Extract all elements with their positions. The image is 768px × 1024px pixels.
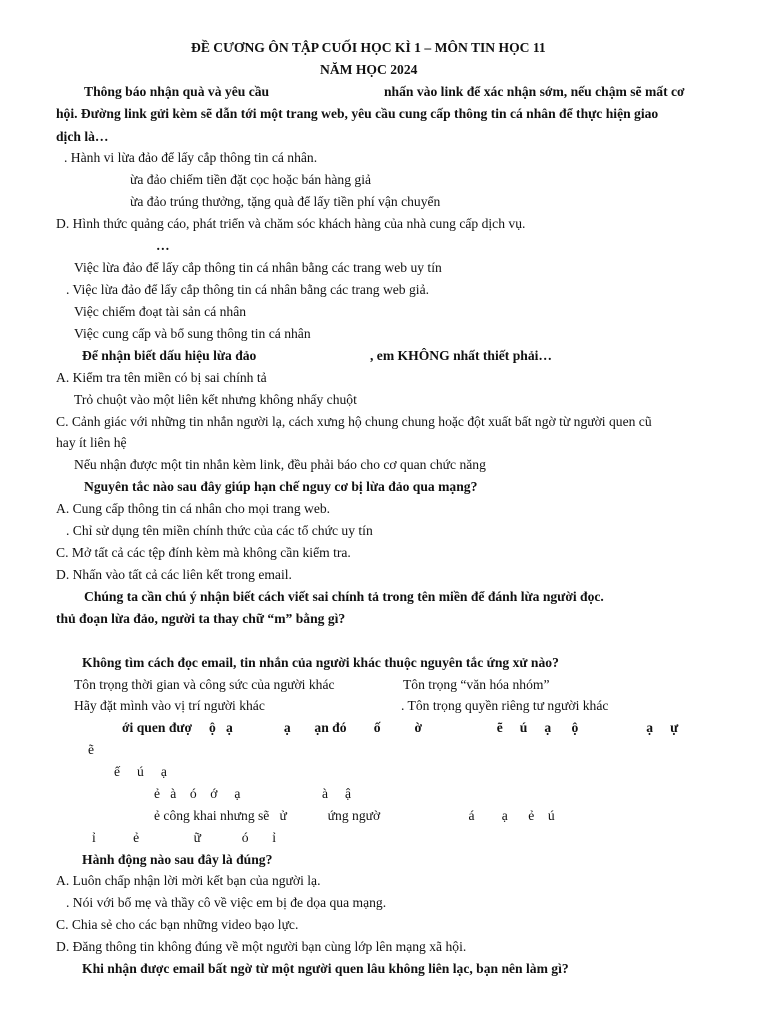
school-year-title: NĂM HỌC 2024 — [320, 62, 418, 77]
question-3-option-b: Trỏ chuột vào một liên kết nhưng không nhấy chuột — [74, 392, 357, 407]
question-1-option-c: ừa đảo trúng thưởng, tặng quà để lấy tiền phí vận chuyển — [130, 194, 441, 209]
question-1-option-b: ừa đảo chiếm tiền đặt cọc hoặc bán hàng giả — [130, 172, 372, 187]
question-8-stem: Hành động nào sau đây là đúng? — [82, 852, 273, 867]
question-2-option-d: Việc cung cấp và bổ sung thông tin cá nhân — [74, 326, 311, 341]
question-7-option-a-fragment: ế ú ạ — [114, 764, 167, 779]
question-2-stem: … — [156, 238, 170, 253]
question-2-option-b: . Việc lừa đảo để lấy cắp thông tin cá nhân bằng các trang web giả. — [66, 282, 429, 297]
question-7-stem-fragment: ới quen đượ ộ ạ ạ ạn đó ố ờ ẽ ú ạ ộ ạ ự — [122, 720, 679, 735]
document-title: ĐỀ CƯƠNG ÔN TẬP CUỐI HỌC KÌ 1 – MÔN TIN HỌC 11 — [191, 40, 546, 55]
question-3-stem: Để nhận biết dấu hiệu lừa đảo — [82, 348, 257, 363]
question-8-option-a: A. Luôn chấp nhận lời mời kết bạn của người lạ. — [56, 873, 321, 888]
question-3-option-d: Nếu nhận được một tin nhắn kèm link, đều phải báo cho cơ quan chức năng — [74, 457, 486, 472]
question-6-option-b: Tôn trọng “văn hóa nhóm” — [403, 677, 550, 692]
question-7-option-d-fragment: ỉ ẻ ữ ó ỉ — [92, 830, 277, 845]
question-1-stem-line3: dịch là… — [56, 129, 109, 144]
question-7-stem-fragment-cont: ẽ — [88, 742, 95, 757]
question-2-option-c: Việc chiếm đoạt tài sản cá nhân — [74, 304, 247, 319]
question-4-stem: Nguyên tắc nào sau đây giúp hạn chế nguy cơ bị lừa đảo qua mạng? — [84, 479, 478, 494]
question-3-option-c: C. Cảnh giác với những tin nhắn người lạ, cách xưng hộ chung chung hoặc đột xuất bất ngờ từ người quen cũ — [56, 414, 652, 429]
question-3-option-a: A. Kiểm tra tên miền có bị sai chính tả — [56, 370, 267, 385]
question-8-option-b: . Nói với bố mẹ và thầy cô về việc em bị đe dọa qua mạng. — [66, 895, 387, 910]
question-8-option-d: D. Đăng thông tin không đúng về một người bạn cùng lớp lên mạng xã hội. — [56, 939, 467, 954]
question-6-option-a: Tôn trọng thời gian và công sức của người khác — [74, 677, 335, 692]
question-5-stem-cont: thủ đoạn lừa đảo, người ta thay chữ “m” bằng gì? — [56, 611, 346, 626]
question-2-option-a: Việc lừa đảo để lấy cắp thông tin cá nhân bằng các trang web uy tín — [74, 260, 442, 275]
question-6-option-c: Hãy đặt mình vào vị trí người khác — [74, 698, 265, 713]
question-7-option-c-fragment: ẻ công khai nhưng sẽ ử ứng ngườ á ạ ẻ ú — [154, 808, 555, 823]
question-6-stem: Không tìm cách đọc email, tin nhắn của người khác thuộc nguyên tắc ứng xử nào? — [82, 655, 559, 670]
question-5-stem: Chúng ta cần chú ý nhận biết cách viết sai chính tả trong tên miền để đánh lừa người đọc. — [84, 589, 604, 604]
question-9-stem: Khi nhận được email bất ngờ từ một người quen lâu không liên lạc, bạn nên làm gì? — [82, 961, 569, 976]
question-1-stem-cont: nhấn vào link để xác nhận sớm, nếu chậm sẽ mất cơ — [384, 84, 685, 99]
question-1-stem-line2: hội. Đường link gửi kèm sẽ dẫn tới một trang web, yêu cầu cung cấp thông tin cá nhân để thực hiện giao — [56, 106, 659, 121]
question-6-option-d: . Tôn trọng quyền riêng tư người khác — [401, 698, 609, 713]
question-8-option-c: C. Chia sẻ cho các bạn những video bạo lực. — [56, 917, 299, 932]
question-4-option-d: D. Nhấn vào tất cả các liên kết trong email. — [56, 567, 292, 582]
question-3-option-c-cont: hay ít liên hệ — [56, 435, 127, 450]
question-1-stem: Thông báo nhận quà và yêu cầu — [84, 84, 270, 99]
question-4-option-a: A. Cung cấp thông tin cá nhân cho mọi trang web. — [56, 501, 331, 516]
question-4-option-b: . Chỉ sử dụng tên miền chính thức của các tổ chức uy tín — [66, 523, 373, 538]
question-7-option-b-fragment: ẻ à ó ớ ạ à ậ — [154, 786, 352, 801]
question-4-option-c: C. Mở tất cả các tệp đính kèm mà không cần kiểm tra. — [56, 545, 351, 560]
question-1-option-a: . Hành vi lừa đảo để lấy cắp thông tin cá nhân. — [64, 150, 318, 165]
question-1-option-d: D. Hình thức quảng cáo, phát triển và chăm sóc khách hàng của nhà cung cấp dịch vụ. — [56, 216, 526, 231]
question-3-stem-cont: , em KHÔNG nhất thiết phải… — [370, 348, 553, 363]
